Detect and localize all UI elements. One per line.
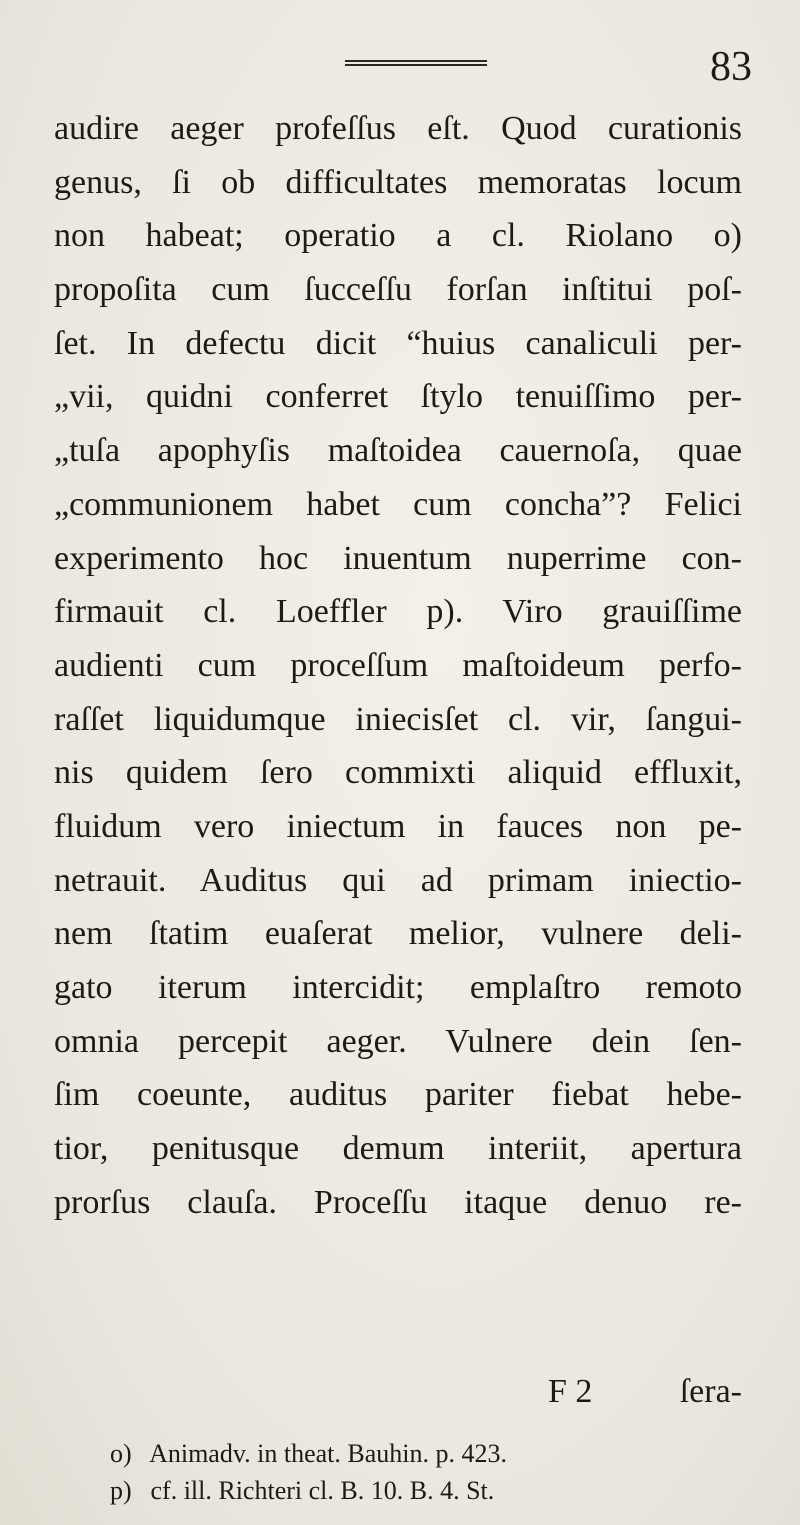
catchword: ſera- (679, 1373, 742, 1410)
text-line: gato iterum intercidit; emplaſtro remoto (54, 969, 742, 1006)
text-line: raſſet liquidumque iniecisſet cl. vir, ſangui- (54, 700, 742, 738)
text-line: ſet. In defectu dicit “huius canaliculi per- (54, 324, 742, 362)
text-line: ſim coeunte, auditus pariter fiebat hebe- (54, 1076, 742, 1114)
text-line: audienti cum proceſſum maſtoideum perfo- (54, 646, 742, 684)
footnote-text: Animadv. in theat. Bauhin. p. 423. (149, 1439, 508, 1468)
text-line: experimento hoc inuentum nuperrime con- (54, 539, 742, 577)
text-line: „communionem habet cum concha”? Felici (54, 485, 742, 523)
text-line: propoſita cum ſucceſſu forſan inſtitui poſ- (54, 271, 742, 309)
footnote (110, 1435, 750, 1472)
body-text (54, 102, 742, 1229)
text-line: prorſus clauſa. Proceſſu itaque denuo re- (54, 1183, 742, 1221)
signature-mark: F 2 (548, 1373, 593, 1410)
header-rule (345, 60, 487, 66)
text-line: fluidum vero iniectum in fauces non pe- (54, 807, 742, 845)
text-line: netrauit. Auditus qui ad primam iniectio- (54, 861, 742, 899)
text-line: nem ſtatim euaſerat melior, vulnere deli- (54, 915, 742, 953)
text-line: audire aeger profeſſus eſt. Quod curationis (54, 110, 742, 147)
text-line: omnia percepit aeger. Vulnere dein ſen- (54, 1022, 742, 1060)
page-number: 83 (710, 44, 752, 90)
footnote-mark: p) (110, 1476, 132, 1505)
text-line: „tuſa apophyſis maſtoidea cauernoſa, quae (54, 432, 742, 470)
text-line: genus, ſi ob difficultates memoratas locum (54, 163, 742, 201)
footnotes (110, 1435, 750, 1509)
text-line: non habeat; operatio a cl. Riolano o) (54, 217, 742, 255)
footnote-mark: o) (110, 1439, 132, 1468)
footnote-text: cf. ill. Richteri cl. B. 10. B. 4. St. (150, 1476, 495, 1505)
text-line: firmauit cl. Loeffler p). Viro grauiſſime (54, 593, 742, 631)
text-line: tior, penitusque demum interiit, apertura (54, 1130, 742, 1168)
text-line: „vii, quidni conferret ſtylo tenuiſſimo per- (54, 378, 742, 416)
footnote (110, 1472, 750, 1509)
text-line: nis quidem ſero commixti aliquid effluxit, (54, 754, 742, 792)
